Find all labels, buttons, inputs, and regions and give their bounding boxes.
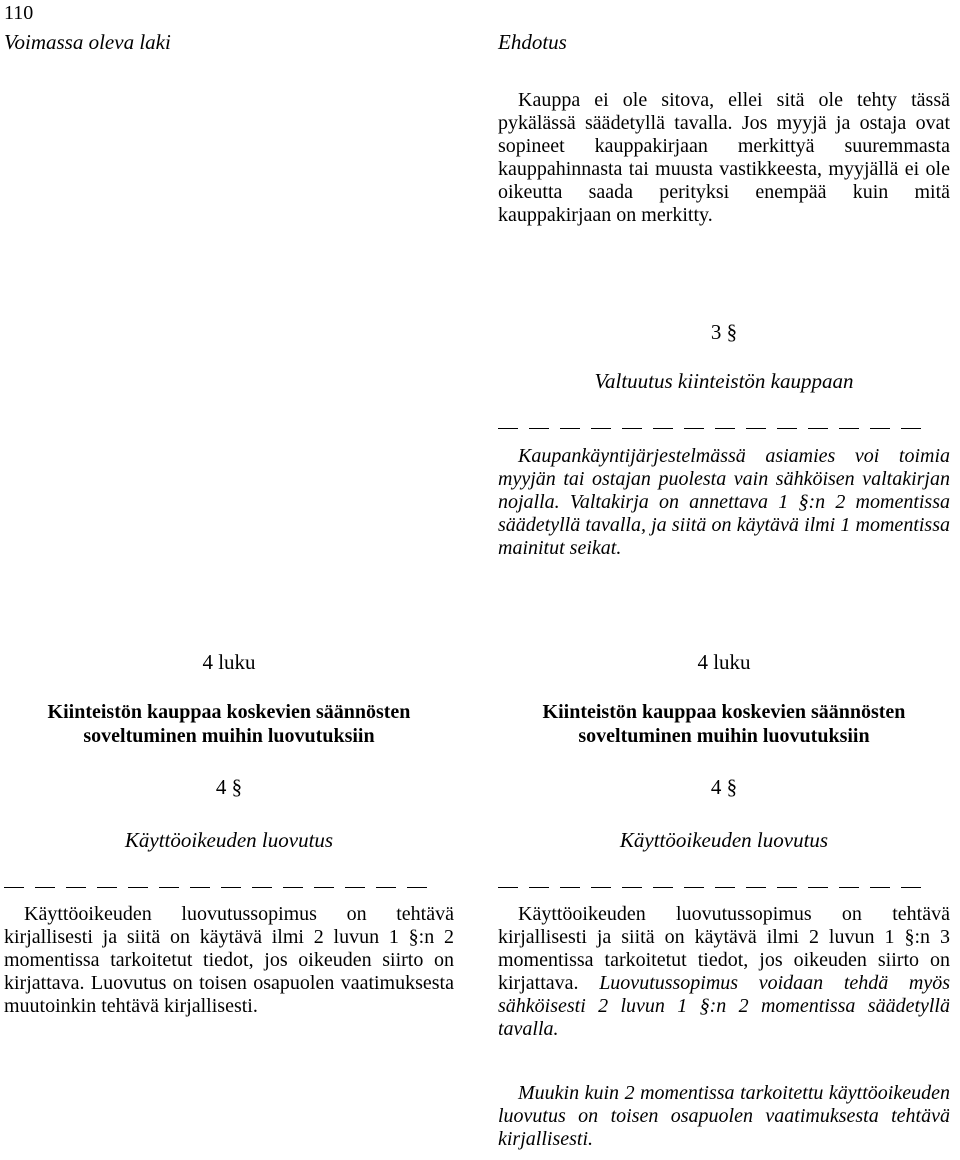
right-section-4-title: Käyttöoikeuden luovutus [619, 828, 829, 852]
section-3-body-text: Kaupankäyntijärjestelmässä asiamies voi toimia myyjän tai ostajan puolesta vain sähköisen valtakirjan nojalla. Valtakirja on annettava 1 §:n 2 momentissa säädetyllä tavalla, ja siitä on käytävä ilmi 1 momentissa mainitut seikat. [498, 445, 950, 559]
right-section-4-number: 4 § [710, 775, 738, 799]
left-section-4-body-text: Käyttöoikeuden luovutussopimus on tehtävä kirjallisesti ja siitä on käytävä ilmi 2 luvun 1 §:n 2 momentissa tarkoitetut tiedot, jos oikeuden siirto on kirjattava. Luovutus on toisen osapuolen vaatimuksesta muutoinkin tehtävä kirjallisesti. [4, 903, 454, 1017]
left-chapter-number: 4 luku [202, 650, 256, 674]
right-section-4-body-italic: Luovutussopimus voidaan tehdä myös sähköisesti 2 luvun 1 §:n 2 momentissa säädetyllä tavalla. [498, 972, 950, 1040]
section-3-title: Valtuutus kiinteistön kauppaan [594, 369, 854, 393]
right-intro-paragraph [498, 89, 950, 227]
page-number: 110 [4, 2, 34, 24]
right-dash-rule [498, 887, 950, 893]
left-section-4-title: Käyttöoikeuden luovutus [124, 828, 334, 852]
right-chapter-number: 4 luku [697, 650, 751, 674]
section-3-body [498, 445, 950, 560]
right-intro-text: Kauppa ei ole sitova, ellei sitä ole tehty tässä pykälässä säädetyllä tavalla. Jos myyjä ja ostaja ovat sopineet kauppakirjaan merkittyä suuremmasta kauppahinnasta tai muusta vastikkeesta, myyjällä ei ole oikeutta saada perityksi enempää kuin mitä kauppakirjaan on merkitty. [498, 89, 950, 226]
section-3-dash-rule [498, 428, 950, 434]
right-section-4-body [498, 903, 950, 1041]
left-section-4-body [4, 903, 454, 1018]
section-3-number: 3 § [710, 320, 738, 344]
left-section-4-number: 4 § [215, 775, 243, 799]
right-section-4-body-text: Käyttöoikeuden luovutussopimus on tehtävä kirjallisesti ja siitä on käytävä ilmi 2 luvun 1 §:n 3 momentissa tarkoitetut tiedot, jos oikeuden siirto on kirjattava. [498, 903, 950, 994]
right-section-4-body-2 [498, 1082, 950, 1151]
right-chapter-title: Kiinteistön kauppaa koskevien säännösten soveltuminen muihin luovutuksiin [542, 701, 906, 747]
left-dash-rule [4, 887, 454, 893]
right-section-4-body-2-text: Muukin kuin 2 momentissa tarkoitettu käyttöoikeuden luovutus on toisen osapuolen vaatimuksesta tehtävä kirjallisesti. [498, 1082, 950, 1150]
right-column-header: Ehdotus [498, 30, 567, 54]
left-column-header: Voimassa oleva laki [4, 30, 171, 54]
left-chapter-title: Kiinteistön kauppaa koskevien säännösten soveltuminen muihin luovutuksiin [47, 701, 411, 747]
